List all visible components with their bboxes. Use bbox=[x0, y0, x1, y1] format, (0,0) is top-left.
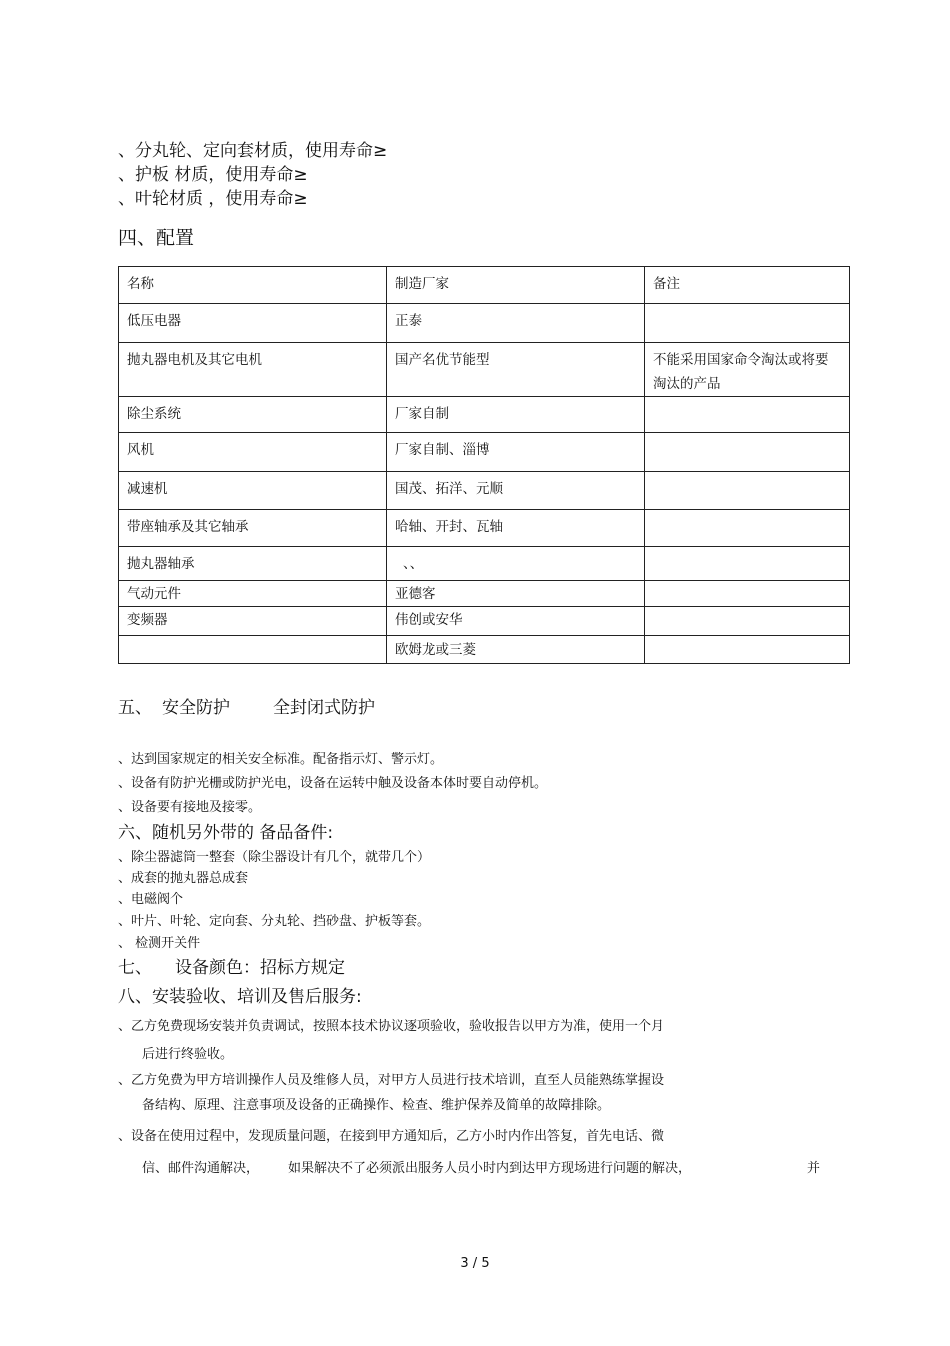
page-number: 3 / 5 bbox=[460, 1256, 490, 1271]
material-line-3: 、叶轮材质 ，使用寿命≥ bbox=[118, 189, 308, 209]
table-cell: 欧姆龙或三菱 bbox=[387, 636, 645, 664]
service-item-3-line-2c: 并 bbox=[807, 1161, 821, 1176]
table-cell: 厂家自制 bbox=[387, 397, 645, 433]
table-cell bbox=[645, 607, 850, 636]
config-table bbox=[118, 266, 850, 664]
service-item-3-line-2a: 信、邮件沟通解决， bbox=[142, 1161, 260, 1176]
section5-heading: 安全防护 bbox=[162, 698, 230, 718]
material-line-1: 、分丸轮、定向套材质，使用寿命≥ bbox=[118, 141, 388, 161]
table-cell bbox=[645, 581, 850, 607]
table-cell bbox=[645, 547, 850, 581]
spare-item-3: 、电磁阀个 bbox=[118, 892, 184, 907]
table-cell bbox=[119, 636, 387, 664]
safety-item-3: 、设备要有接地及接零。 bbox=[118, 800, 262, 815]
table-cell bbox=[645, 397, 850, 433]
table-cell: 正泰 bbox=[387, 304, 645, 343]
section5-heading-protection: 全封闭式防护 bbox=[273, 698, 375, 718]
section7-heading-number: 七、 bbox=[118, 958, 152, 978]
table-cell: 除尘系统 bbox=[119, 397, 387, 433]
spare-item-4: 、叶片、叶轮、定向套、分丸轮、挡砂盘、护板等套。 bbox=[118, 914, 431, 929]
table-cell: 风机 bbox=[119, 433, 387, 472]
table-row bbox=[119, 472, 850, 510]
table-header-maker: 制造厂家 bbox=[387, 267, 645, 304]
table-cell: 带座轴承及其它轴承 bbox=[119, 510, 387, 547]
table-cell: 变频器 bbox=[119, 607, 387, 636]
spare-item-5: 、 检测开关件 bbox=[118, 936, 201, 951]
table-row bbox=[119, 433, 850, 472]
section4-heading: 四、配置 bbox=[118, 227, 195, 249]
table-cell: 国产名优节能型 bbox=[387, 343, 645, 397]
spare-item-1: 、除尘器滤筒一整套（除尘器设计有几个，就带几个） bbox=[118, 850, 431, 865]
safety-item-2: 、设备有防护光栅或防护光电，设备在运转中触及设备本体时要自动停机。 bbox=[118, 776, 548, 791]
section7-heading: 设备颜色：招标方规定 bbox=[175, 958, 345, 978]
table-cell: 抛丸器轴承 bbox=[119, 547, 387, 581]
table-row bbox=[119, 304, 850, 343]
table-cell: 低压电器 bbox=[119, 304, 387, 343]
table-cell: 不能采用国家命令淘汰或将要淘汰的产品 bbox=[645, 343, 850, 397]
table-header-row bbox=[119, 267, 850, 304]
table-cell bbox=[645, 433, 850, 472]
service-item-2-line-2: 备结构、原理、注意事项及设备的正确操作、检查、维护保养及简单的故障排除。 bbox=[142, 1098, 611, 1113]
table-header-name: 名称 bbox=[119, 267, 387, 304]
service-item-1-line-1: 、乙方免费现场安装并负责调试，按照本技术协议逐项验收，验收报告以甲方为准，使用一个月 bbox=[118, 1019, 665, 1034]
service-item-2-line-1: 、乙方免费为甲方培训操作人员及维修人员，对甲方人员进行技术培训，直至人员能熟练掌握设 bbox=[118, 1073, 665, 1088]
section5-heading-number: 五、 bbox=[118, 698, 152, 718]
table-cell bbox=[645, 510, 850, 547]
table-cell: 哈轴、开封、瓦轴 bbox=[387, 510, 645, 547]
table-cell: 亚德客 bbox=[387, 581, 645, 607]
table-cell bbox=[645, 304, 850, 343]
table-cell: 、、 bbox=[387, 547, 645, 581]
table-cell: 厂家自制、淄博 bbox=[387, 433, 645, 472]
service-item-3-line-1: 、设备在使用过程中，发现质量问题，在接到甲方通知后，乙方小时内作出答复，首先电话、微 bbox=[118, 1129, 665, 1144]
section6-heading: 六、随机另外带的 备品备件: bbox=[118, 823, 334, 843]
table-cell: 气动元件 bbox=[119, 581, 387, 607]
spare-item-2: 、成套的抛丸器总成套 bbox=[118, 871, 249, 886]
table-cell bbox=[645, 636, 850, 664]
section8-heading: 八、安装验收、培训及售后服务: bbox=[118, 987, 362, 1007]
table-row bbox=[119, 636, 850, 664]
table-row bbox=[119, 397, 850, 433]
table-cell: 减速机 bbox=[119, 472, 387, 510]
table-header-remark: 备注 bbox=[645, 267, 850, 304]
service-item-1-line-2: 后进行终验收。 bbox=[142, 1047, 234, 1062]
table-row bbox=[119, 547, 850, 581]
service-item-3-line-2b: 如果解决不了必须派出服务人员小时内到达甲方现场进行问题的解决， bbox=[288, 1161, 692, 1176]
table-cell: 伟创或安华 bbox=[387, 607, 645, 636]
table-cell: 国茂、拓洋、元顺 bbox=[387, 472, 645, 510]
table-row bbox=[119, 343, 850, 397]
table-cell: 抛丸器电机及其它电机 bbox=[119, 343, 387, 397]
table-row bbox=[119, 581, 850, 607]
safety-item-1: 、达到国家规定的相关安全标准。配备指示灯、警示灯。 bbox=[118, 752, 444, 767]
material-line-2: 、护板 材质，使用寿命≥ bbox=[118, 165, 308, 185]
table-row bbox=[119, 607, 850, 636]
table-cell bbox=[645, 472, 850, 510]
table-row bbox=[119, 510, 850, 547]
